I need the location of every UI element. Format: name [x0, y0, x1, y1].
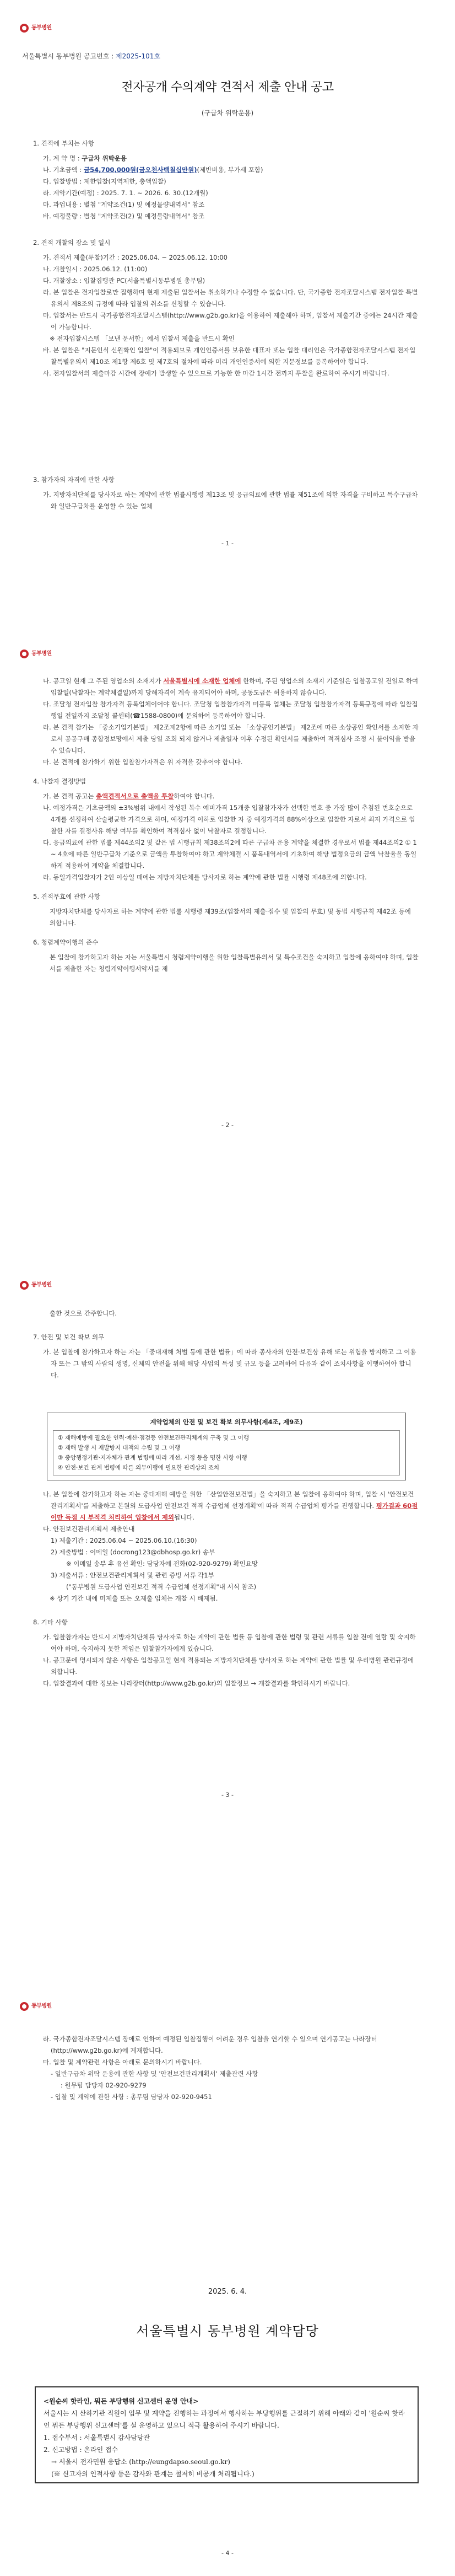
list-item: 다. 입찰결과에 대한 정보는 나라장터(http://www.g2b.go.kr)의 입찰정보 → 개찰결과를 확인하시기 바랍니다.	[43, 1679, 350, 1687]
hospital-name: 동부병원	[31, 25, 52, 31]
list-item: 2) 제출방법 : 이메일 (docrong123@dbhosp.go.kr) 송부	[51, 1548, 215, 1556]
list-item: 라. 본 견적 참가는 「중소기업기본법」 제2조제2항에 따른 소기업 또는 「소상공인기본법」 제2조에 따른 소상공인 확인서를 소지한 자로서 공공구매 종합정보망에서 제출 당일 조회 되지 않거나 제출일자 이후 수정된 확인서를 제출하여 적격심사 조정 시 불이익을 받을 수 있습니다.	[43, 723, 419, 754]
list-item: 가. 입찰참가자는 반드시 지방자치단체를 당사자로 하는 계약에 관한 법률 등 입찰에 관한 법령 및 관련 서류를 입찰 전에 열람 및 숙지하여야 하며, 숙지하지 못한 책임은 입찰참가자에게 있습니다.	[43, 1633, 416, 1652]
hospital-name: 동부병원	[31, 651, 52, 657]
list-item: ② 재해 발생 시 재발방지 대책의 수립 및 그 이행	[58, 1445, 181, 1451]
task-content: 마. 과업내용 : 별첨 "계약조건(1) 및 예정물량내역서" 참조	[43, 201, 205, 208]
list-item: 나. 공고문에 명시되지 않은 사항은 입찰공고일 현재 적용되는 지방자치단체를 당사자로 하는 계약에 관한 법률 및 우리병원 관련규정에 의합니다.	[43, 1656, 414, 1676]
hospital-logo	[20, 1279, 52, 1291]
section-heading: 8. 기타 사항	[33, 1618, 68, 1626]
list-item: 사. 전자입찰서의 제출마감 시간에 장애가 발생할 수 있으므로 가능한 한 마감 1시간 전까지 투찰을 완료하여 주시기 바랍니다.	[43, 369, 389, 377]
page-number: - 3 -	[221, 1791, 234, 1799]
paragraph: 출한 것으로 간주합니다.	[50, 1310, 117, 1317]
list-item: 바. 본 입찰은 "지문인식 신원확인 입찰"이 적용되므로 개인인증서를 보유한 대표자 또는 입찰 대리인은 국가종합전자조달시스템 전자입찰특별유의서 제10조 제1항 제6호 및 제7호의 절차에 따라 미리 개인인증서에 의한 지문정보를 등록하여야 합니다.	[43, 346, 416, 366]
paragraph: 지방자치단체를 당사자로 하는 계약에 관한 법률 시행령 제39조(입찰서의 제출·접수 및 입찰의 무효) 및 동법 시행규칙 제42조 등에 의합니다.	[50, 908, 411, 927]
section-3	[33, 474, 419, 512]
hospital-emblem-icon	[20, 24, 29, 33]
list-item: 다. 개찰장소 : 입찰집행관 PC(서울특별시동부병원 총무팀)	[43, 277, 205, 285]
box-title: 계약업체의 안전 및 보건 확보 의무사항(제4조, 제9조)	[150, 1418, 303, 1426]
page-number: - 1 -	[221, 540, 234, 547]
hotline-title: <원순씨 핫라인, 뭐든 부당행위 신고센터 운영 안내>	[44, 2397, 199, 2405]
safety-obligation-box	[47, 1413, 406, 1480]
section-heading: 3. 참가자의 자격에 관한 사항	[33, 476, 115, 484]
hospital-logo	[20, 22, 52, 34]
note: : 원무팀 담당자 02-920-9279	[61, 2081, 147, 2089]
section-heading: 6. 청렴계약이행의 준수	[33, 938, 99, 946]
hospital-name: 동부병원	[31, 2003, 52, 2009]
base-amount: 나. 기초금액 : 금54,700,000원(금오천사백칠십만원)(제반비용, 부가세 포함)	[43, 166, 263, 174]
section-heading: 4. 낙찰자 결정방법	[33, 777, 86, 785]
note: ※ 상기 기간 내에 미제출 또는 오제출 업체는 개찰 시 배제됨.	[50, 1595, 218, 1602]
list-item: 나. 예정가격은 기초금액의 ±3%범위 내에서 작성된 복수 예비가격 15개중 입찰참가자가 선택한 번호 중 가장 많이 추첨된 번호순으로 4개를 선정하여 산술평균한 가격으로 하며, 예정가격 이하로 입찰한 자 중 예정가격의 88%이상으로 입찰한 자로서 최저 가격으로 입찰한 자를 결정사유 해당 여부를 확인하여 적격심사 없이 낙찰자로 결정합니다.	[43, 804, 415, 835]
paragraph: 본 입찰에 참가하고자 하는 자는 서울특별시 청렴계약이행을 위한 입찰특별유의서 및 특수조건을 숙지하고 입찰에 응하여야 하며, 입찰서를 제출한 자는 청렴계약이행서약서를 제	[50, 953, 419, 973]
list-item: 나. 개찰일시 : 2025.06.12. (11:00)	[43, 265, 148, 273]
section-1	[33, 138, 419, 222]
page-2-body	[33, 675, 419, 975]
page-3-body-b	[33, 1489, 419, 1689]
hospital-logo	[20, 2000, 52, 2012]
notice-number: 서울특별시 동부병원 공고번호 : 제2025-101호	[22, 52, 160, 60]
contract-period: 라. 계약기간(예정) : 2025. 7. 1. ~ 2026. 6. 30.(12개월)	[43, 189, 208, 197]
list-item: 라. 본 입찰은 전자입찰로만 집행하며 현재 제출된 입찰서는 취소하거나 수정할 수 없습니다. 단, 국가종합 전자조달시스템 전자입찰 특별유의서 제8조의 규정에 따라 입찰의 취소를 신청할 수 있습니다.	[43, 288, 418, 308]
page-3-body	[33, 1308, 419, 1381]
list-item: 1) 제출기간 : 2025.06.04 ~ 2025.06.10.(16:30)	[51, 1537, 197, 1544]
list-item: 가. 본 입찰에 참가하고자 하는 자는 「중대재해 처벌 등에 관한 법률」에 따라 종사자의 안전·보건상 유해 또는 위험을 방지하고 그 이용자 또는 그 밖의 사람의 생명, 신체의 안전을 위해 해당 사업의 특성 및 규모 등을 고려하여 다음과 같이 조치사항을 이행하여야 합니다.	[43, 1348, 416, 1379]
hotline-item: 2. 신고방법 : 온라인 접수	[44, 2446, 118, 2454]
list-item: 마. 입찰 및 계약관련 사항은 아래로 문의하시기 바랍니다.	[43, 2058, 202, 2066]
list-item: - 일반구급차 위탁 운용에 관한 사항 및 '안전보건관리계획서' 제출관련 사항	[51, 2070, 258, 2078]
section-heading: 7. 안전 및 보건 확보 의무	[33, 1333, 105, 1341]
hospital-emblem-icon	[20, 1281, 29, 1290]
note: ※ 이메일 송부 후 유선 확인: 담당자에 전화(02-920-9279) 확인요망	[66, 1560, 258, 1568]
page-title: 전자공개 수의계약 견적서 제출 안내 공고	[121, 80, 334, 94]
note: ※ 전자입찰시스템 「보낸 문서함」에서 입찰서 제출을 반드시 확인	[50, 335, 235, 342]
box-content	[53, 1430, 400, 1475]
list-item: 다. 조달청 전자입찰 참가자격 등록업체이어야 합니다. 조달청 입찰참가자격 미등록 업체는 조달청 입찰참가자격 등록규정에 따라 입찰집행일 전일까지 조달청 콜센터(☎1588-0800)에 문의하여 등록하여야 합니다.	[43, 700, 418, 720]
list-item: 가. 견적서 제출(투찰)기간 : 2025.06.04. ~ 2025.06.12. 10:00	[43, 254, 228, 261]
list-item: 가. 지방자치단체를 당사자로 하는 계약에 관한 법률시행령 제13조 및 응급의료에 관한 법률 제51조에 의한 자격을 구비하고 특수구급차와 일반구급차를 운영할 수 있는 업체	[43, 491, 418, 510]
list-item: 라. 동일가격입찰자가 2인 이상일 때에는 지방자치단체를 당사자로 하는 계약에 관한 법률 시행령 제48조에 의합니다.	[43, 873, 367, 881]
list-item: 3) 제출서류 : 안전보건관리계획서 및 관련 증빙 서류 각1부	[51, 1571, 214, 1579]
hotline-body: 서울시는 시 산하기관 직원이 업무 및 계약을 진행하는 과정에서 행사하는 부당행위를 근절하기 위해 아래와 같이 '원순씨 핫라인 뭐든 부당행위 신고센터'를 설 운영하고 있으니 적극 활용하여 주시기 바랍니다.	[44, 2409, 405, 2429]
list-item: ③ 중앙행정기관·지자체가 관계 법령에 따라 개선, 시정 등을 명한 사항 이행	[58, 1455, 247, 1461]
list-item: 마. 입찰서는 반드시 국가종합전자조달시스템(http://www.g2b.go.kr)을 이용하여 제출해야 하며, 입찰서 제출기간 중에는 24시간 제출이 가능합니다.	[43, 312, 418, 331]
hospital-emblem-icon	[20, 2002, 29, 2011]
page-subtitle: (구급차 위탁운용)	[201, 109, 254, 117]
list-item: 가. 본 견적 공고는 총액견적서으로 총액을 투찰하여야 합니다.	[43, 792, 215, 800]
bid-method: 다. 입찰방법 : 제한입찰(지역제한, 총액입찰)	[43, 178, 166, 185]
list-item: 라. 국가종합전자조달시스템 장애로 인하여 예정된 입찰집행이 어려운 경우 입찰을 연기할 수 있으며 연기공고는 나라장터(http://www.g2b.go.kr)에 게재합니다.	[43, 2035, 377, 2054]
announcement-date: 2025. 6. 4.	[208, 2288, 247, 2296]
list-item: 나. 공고일 현재 그 주된 영업소의 소재지가 서울특별시에 소재한 업체에 한하며, 주된 영업소의 소재지 기준일은 입찰공고일 전일로 하여 입찰일(낙찰자는 계약체결일)까지 당해자격이 계속 유지되어야 하며, 공동도급은 허용하지 않습니다.	[43, 677, 419, 696]
note: ("동부병원 도급사업 안전보건 적격 수급업체 선정계획"내 서식 참조)	[66, 1583, 257, 1591]
list-item: 나. 본 입찰에 참가하고자 하는 자는 중대재해 예방을 위한 「산업안전보건법」을 숙지하고 본 입찰에 응하여야 하며, 입찰 시 '안전보건관리계획서'를 제출하고 본원의 도급사업 안전보건 적격 수급업체 선정계획'에 따라 적격 수급업체 평가를 진행합니다. 평가결과 60점이만 득점 시 부적격 처리하여 입찰에서 제외됩니다.	[43, 1490, 418, 1521]
signatory: 서울특별시 동부병원 계약담당	[136, 2323, 319, 2339]
section-heading: 5. 견적무효에 관한 사항	[33, 893, 100, 900]
section-2	[33, 237, 419, 379]
list-item: ① 재해예방에 필요한 인력·예산·점검등 안전보건관리체계의 구축 및 그 이행	[58, 1435, 250, 1441]
section-heading: 2. 견적 개찰의 장소 및 일시	[33, 239, 111, 246]
list-item: - 입찰 및 계약에 관한 사항 : 총무팀 담당자 02-920-9451	[51, 2093, 212, 2101]
hotline-link[interactable]: → 서울시 전자민원 응답소 (http://eungdapso.seoul.go.kr)	[51, 2458, 230, 2466]
contract-name: 가. 계 약 명 : 구급차 위탁운용	[43, 154, 127, 162]
page-number: - 4 -	[221, 2550, 234, 2557]
hospital-name: 동부병원	[31, 1282, 52, 1288]
page-number: - 2 -	[221, 1121, 234, 1129]
list-item: 다. 응급의료에 관한 법률 제44조의2 및 같은 법 시행규칙 제38조의2에 따른 구급차 운용 계약을 체결한 경우로서 법률 제44조의2 ① 1 ~ 4호에 따른 일반구급차 기준으로 금액을 투찰하여야 하고 계약체결 시 품목내역서에 기초하여 해당 법정요금의 금액 낙찰율을 동일하게 적용하여 계약을 체결합니다.	[43, 839, 417, 870]
section-heading: 1. 견적에 부치는 사항	[33, 139, 94, 147]
list-item: 다. 안전보건관리계획서 제출안내	[43, 1525, 135, 1533]
page-4-body	[33, 2033, 419, 2103]
list-item: 마. 본 견적에 참가하기 위한 입찰참가자격은 위 자격을 갖추어야 합니다.	[43, 758, 243, 766]
hospital-emblem-icon	[20, 650, 29, 658]
hotline-note: (※ 신고자의 인적사항 등은 감사와 관계는 철저히 비공개 처리됩니다.)	[51, 2470, 254, 2478]
list-item: ④ 안전·보건 관계 법령에 따른 의무이행에 필요한 관리상의 조치	[58, 1464, 220, 1471]
estimated-quantity: 바. 예정물량 : 별첨 "계약조건(2) 및 예정물량내역서" 참조	[43, 212, 205, 220]
hotline-notice-box	[35, 2386, 419, 2483]
hotline-item: 1. 접수부서 : 서울특별시 감사담당관	[44, 2434, 150, 2441]
hospital-logo	[20, 648, 52, 659]
